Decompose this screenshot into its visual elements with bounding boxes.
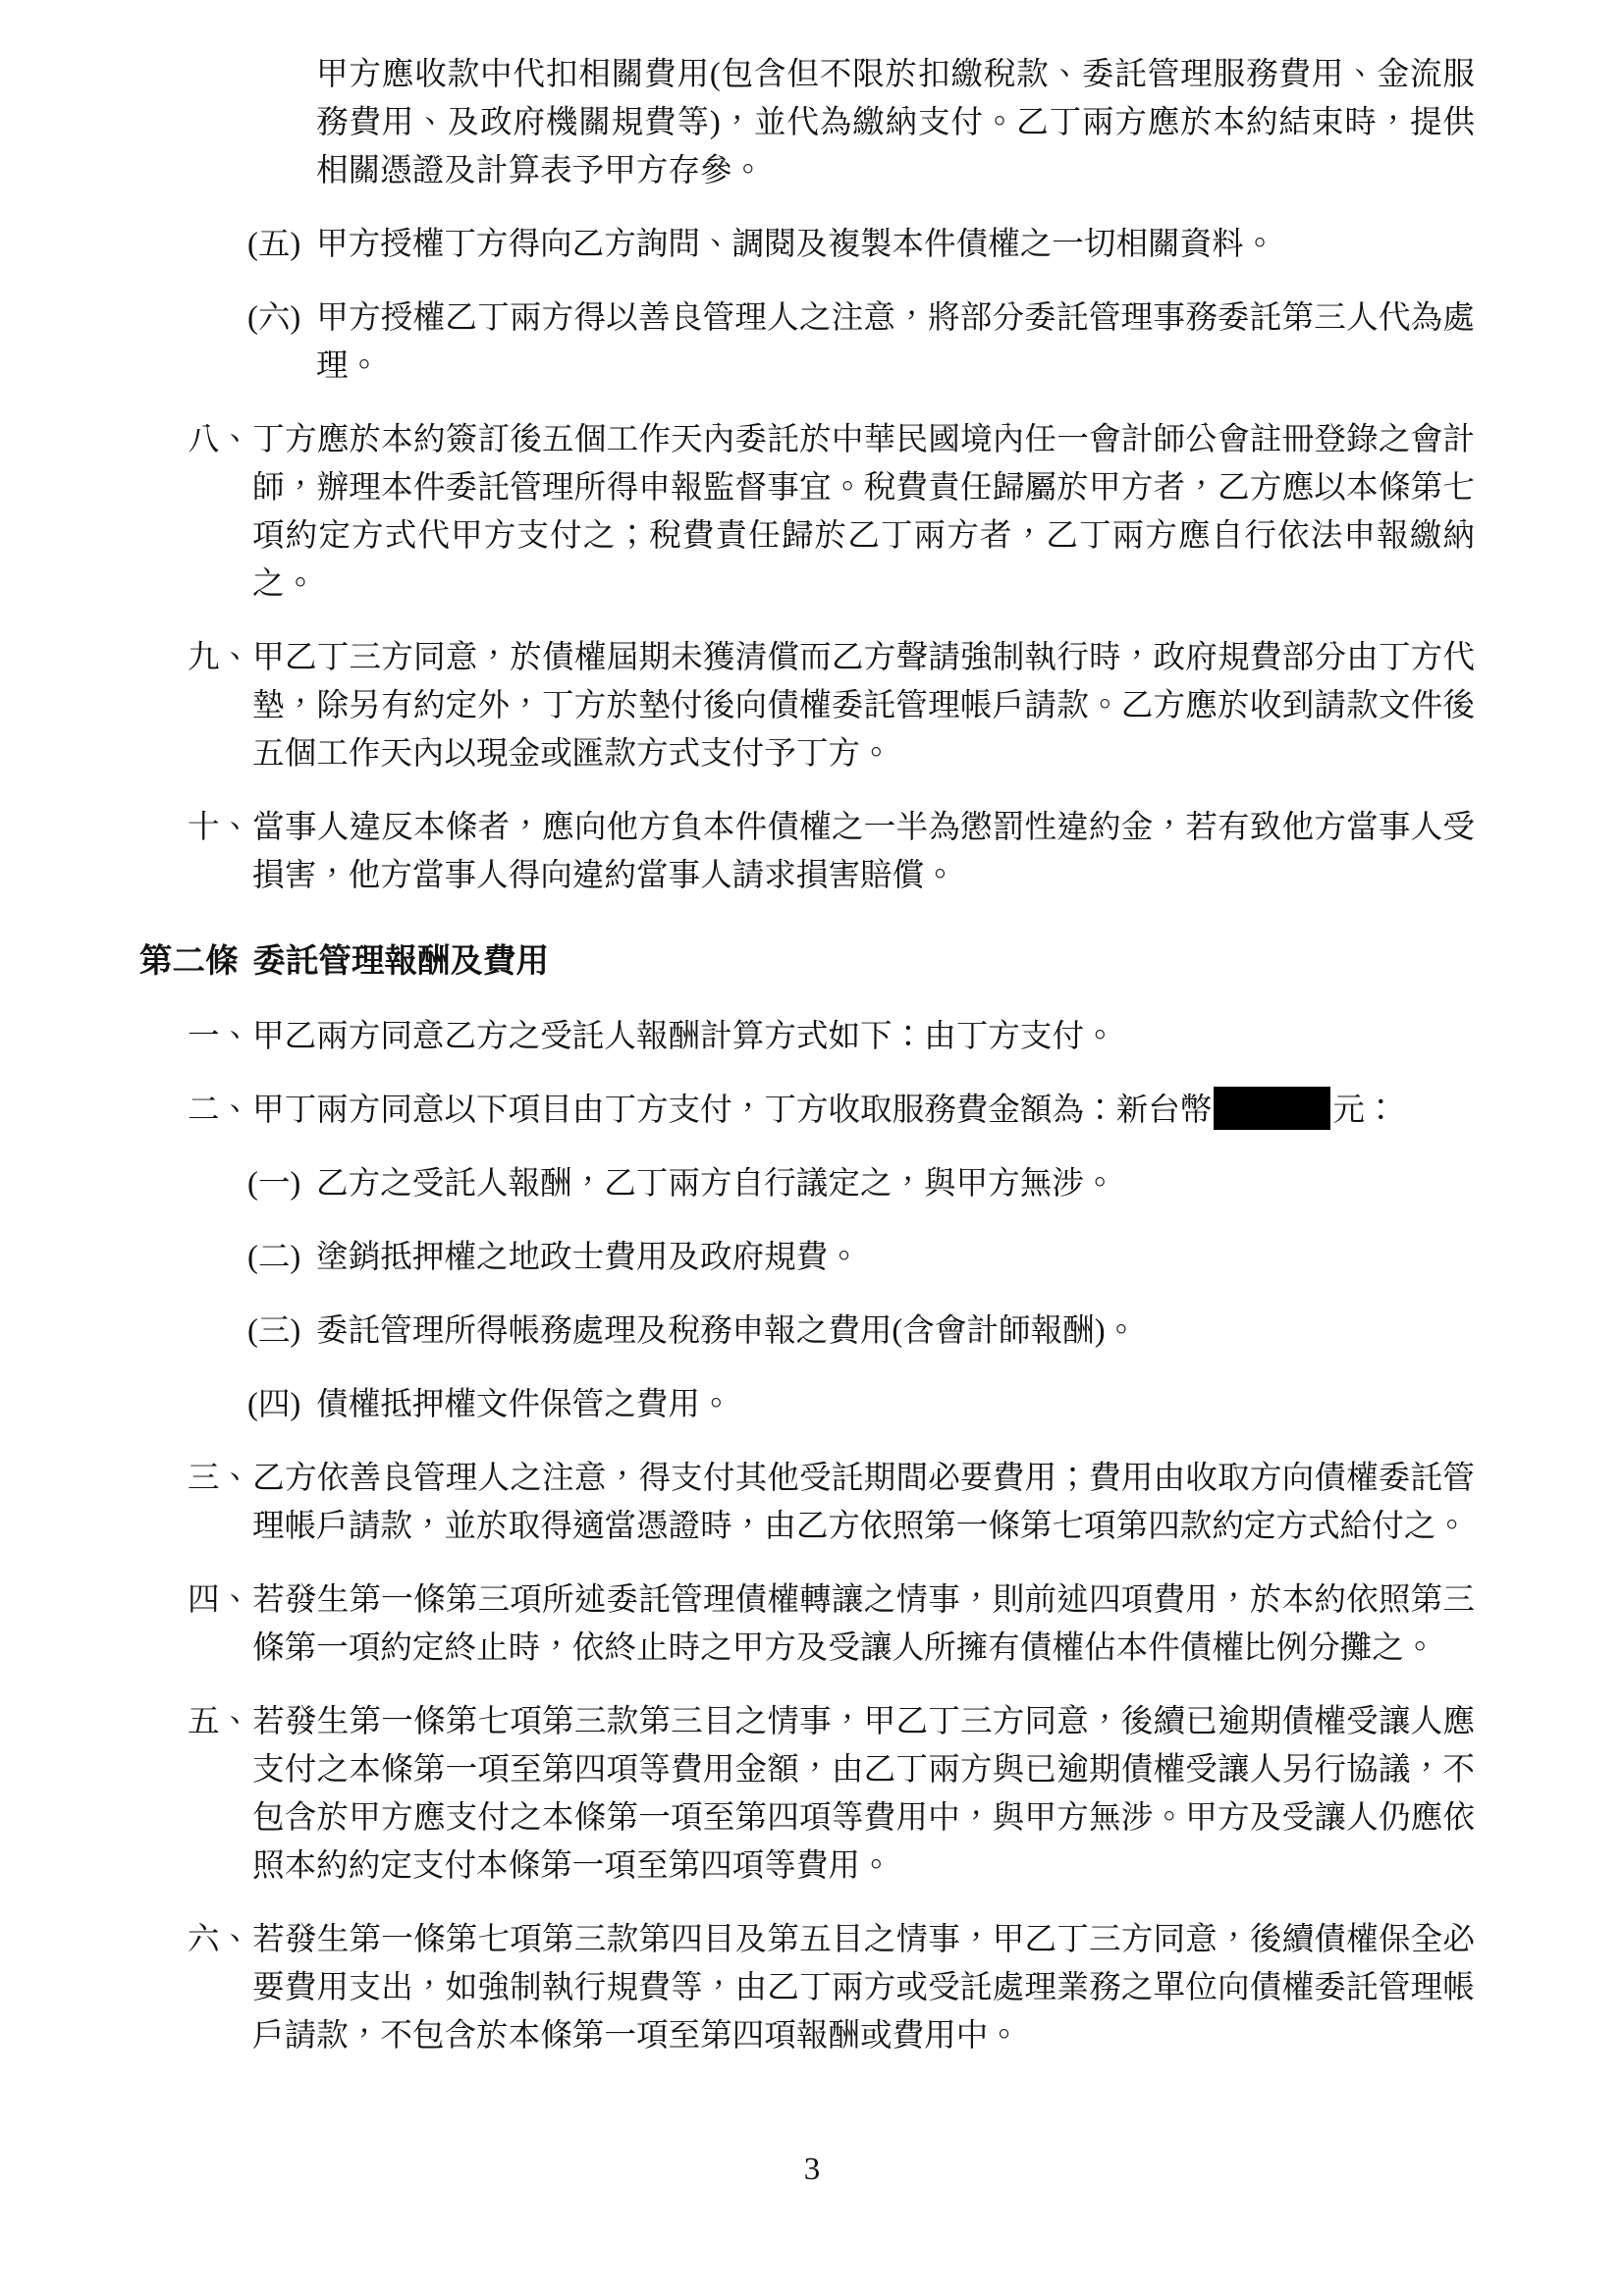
- clause-paragraph: [247, 221, 1475, 269]
- item-number-label: 四、: [188, 1582, 252, 1618]
- item-number-label: 二、: [188, 1093, 252, 1128]
- item-number-label: 八、: [188, 422, 252, 457]
- item-number-label: (四): [247, 1387, 301, 1422]
- clause-text: 若發生第一條第三項所述委託管理債權轉讓之情事，則前述四項費用，於本約依照第三條第一項約定終止時，依終止時之甲方及受讓人所擁有債權佔本件債權比例分攤之。: [252, 1582, 1475, 1666]
- clause-paragraph: [247, 294, 1475, 391]
- clause-text: 乙方依善良管理人之注意，得支付其他受託期間必要費用；費用由收取方向債權委託管理帳戶請款，並於取得適當憑證時，由乙方依照第一條第七項第四款約定方式給付之。: [252, 1461, 1475, 1544]
- clause-text: 元：: [1332, 1093, 1397, 1128]
- clause-text: 乙方之受託人報酬，乙丁兩方自行議定之，與甲方無涉。: [316, 1166, 1116, 1201]
- clause-text: 若發生第一條第七項第三款第三目之情事，甲乙丁三方同意，後續已逾期債權受讓人應支付之本條第一項至第四項等費用金額，由乙丁兩方與已逾期債權受讓人另行協議，不包含於甲方應支付之本條第一項至第四項等費用中，與甲方無涉。甲方及受讓人仍應依照本約約定支付本條第一項至第四項等費用。: [252, 1704, 1475, 1884]
- clause-text: 若發生第一條第七項第三款第四目及第五目之情事，甲乙丁三方同意，後續債權保全必要費用支出，如強制執行規費等，由乙丁兩方或受託處理業務之單位向債權委託管理帳戶請款，不包含於本條第一項至第四項報酬或費用中。: [252, 1922, 1475, 2054]
- clause-text: 甲方應收款中代扣相關費用(包含但不限於扣繳稅款、委託管理服務費用、金流服務費用、及政府機關規費等)，並代為繳納支付。乙丁兩方應於本約結束時，提供相關憑證及計算表予甲方存參。: [316, 57, 1475, 188]
- clause-text: 委託管理所得帳務處理及稅務申報之費用(含會計師報酬)。: [316, 1313, 1138, 1349]
- clause-text: 甲丁兩方同意以下項目由丁方支付，丁方收取服務費金額為：新台幣: [252, 1093, 1213, 1128]
- clause-paragraph: [316, 51, 1475, 195]
- clause-paragraph: [247, 1234, 1475, 1282]
- item-number-label: (三): [247, 1313, 301, 1349]
- item-number-label: 一、: [188, 1019, 252, 1054]
- section-heading: [139, 937, 1475, 986]
- item-number-label: (六): [247, 300, 301, 336]
- clause-paragraph: [188, 1013, 1475, 1061]
- section-number: 第二條: [139, 943, 239, 980]
- clause-paragraph: [188, 804, 1475, 900]
- item-number-label: 三、: [188, 1461, 252, 1496]
- item-number-label: 五、: [188, 1704, 252, 1739]
- item-number-label: (一): [247, 1166, 301, 1201]
- page-number: 3: [803, 2152, 821, 2187]
- section-title: 委託管理報酬及費用: [252, 943, 549, 980]
- clause-paragraph: [188, 416, 1475, 609]
- clause-text: 甲方授權丁方得向乙方詢問、調閱及複製本件債權之一切相關資料。: [316, 227, 1276, 262]
- clause-paragraph: [247, 1160, 1475, 1208]
- item-number-label: (五): [247, 227, 301, 262]
- clause-paragraph: [188, 1455, 1475, 1551]
- clause-paragraph: [188, 1087, 1475, 1135]
- redaction-box: [1214, 1087, 1330, 1130]
- item-number-label: 十、: [188, 810, 252, 845]
- item-number-label: 六、: [188, 1922, 252, 1957]
- clause-text: 甲乙丁三方同意，於債權屆期未獲清償而乙方聲請強制執行時，政府規費部分由丁方代墊，除另有約定外，丁方於墊付後向債權委託管理帳戶請款。乙方應於收到請款文件後五個工作天內以現金或匯款方式支付予丁方。: [252, 640, 1475, 772]
- clause-text: 債權抵押權文件保管之費用。: [316, 1387, 732, 1422]
- page-number-footer: [0, 2150, 1624, 2189]
- clause-text: 塗銷抵押權之地政士費用及政府規費。: [316, 1240, 860, 1275]
- clause-paragraph: [188, 1698, 1475, 1891]
- clause-paragraph: [247, 1308, 1475, 1356]
- clause-text: 當事人違反本條者，應向他方負本件債權之一半為懲罰性違約金，若有致他方當事人受損害，他方當事人得向違約當事人請求損害賠償。: [252, 810, 1475, 893]
- clause-paragraph: [188, 1916, 1475, 2060]
- clause-text: 甲乙兩方同意乙方之受託人報酬計算方式如下：由丁方支付。: [252, 1019, 1116, 1054]
- clause-paragraph: [247, 1381, 1475, 1429]
- item-number-label: (二): [247, 1240, 301, 1275]
- item-number-label: 九、: [188, 640, 252, 675]
- clause-text: 甲方授權乙丁兩方得以善良管理人之注意，將部分委託管理事務委託第三人代為處理。: [316, 300, 1475, 384]
- clause-paragraph: [188, 634, 1475, 778]
- clause-text: 丁方應於本約簽訂後五個工作天內委託於中華民國境內任一會計師公會註冊登錄之會計師，辦理本件委託管理所得申報監督事宜。稅費責任歸屬於甲方者，乙方應以本條第七項約定方式代甲方支付之；稅費責任歸於乙丁兩方者，乙丁兩方應自行依法申報繳納之。: [252, 422, 1475, 602]
- clause-paragraph: [188, 1576, 1475, 1673]
